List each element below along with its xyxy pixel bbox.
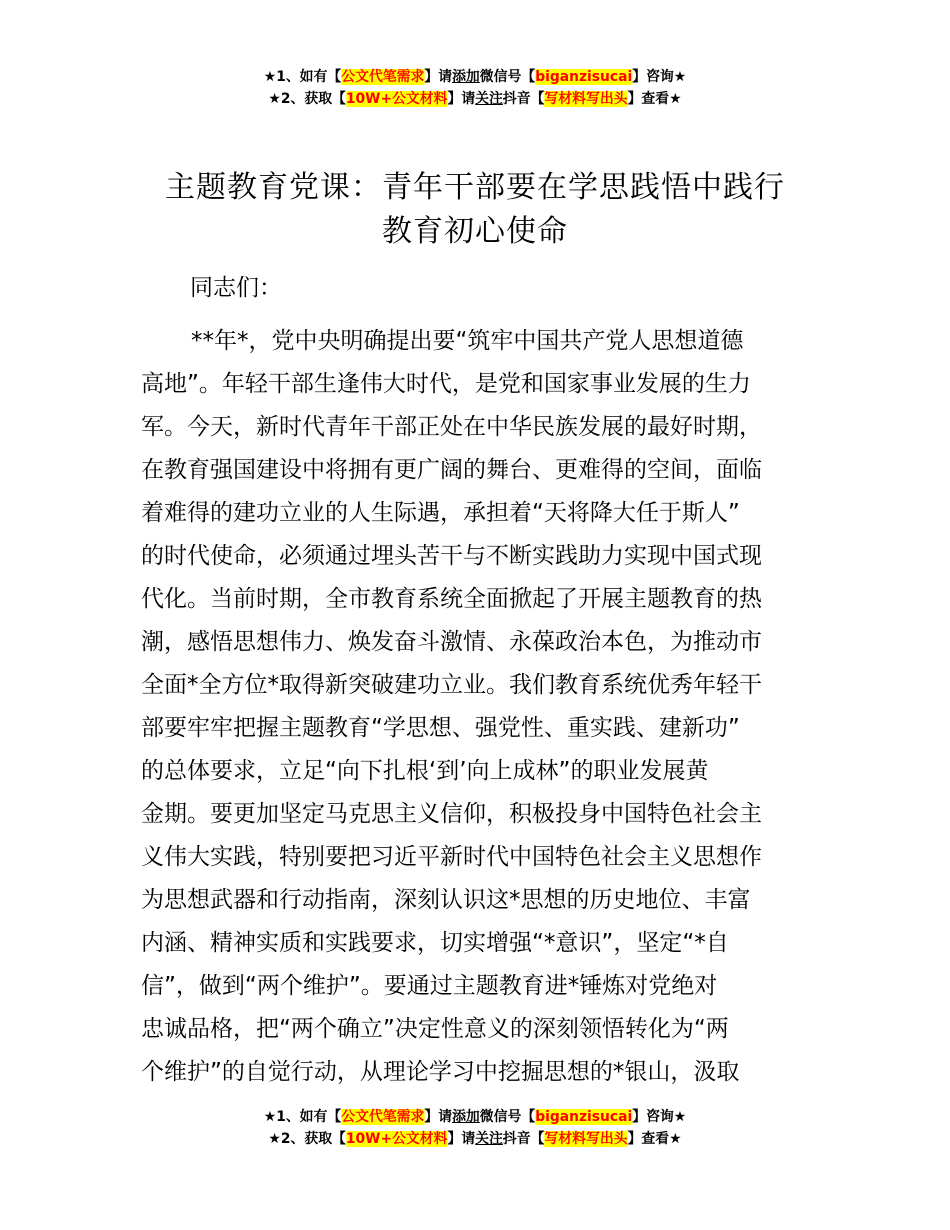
banner-underlined-text: 关注 bbox=[475, 91, 503, 107]
banner-text: ★1、如有【 bbox=[263, 69, 342, 85]
banner-text: 微信号【 bbox=[479, 69, 536, 85]
body-line: 个维护”的自觉行动，从理论学习中挖掘思想的*银山，汲取 bbox=[141, 1059, 740, 1085]
header-banner bbox=[0, 66, 950, 110]
body-line: 内涵、精神实质和实践要求，切实增强“*意识”，坚定“*自 bbox=[141, 930, 729, 956]
body-line: 在教育强国建设中将拥有更广阔的舞台、更难得的空间，面临 bbox=[141, 457, 762, 483]
banner-text: ★1、如有【 bbox=[263, 1109, 342, 1125]
banner-text: 】请 bbox=[447, 91, 476, 107]
banner-line-2 bbox=[5, 1128, 945, 1150]
banner-line-1 bbox=[5, 1106, 945, 1128]
banner-highlight: 写材料写出头 bbox=[544, 1131, 628, 1147]
body-line: 的时代使命，必须通过埋头苦干与不断实践助力实现中国式现 bbox=[141, 543, 762, 569]
banner-text: 】咨询★ bbox=[632, 69, 687, 85]
body-line: 为思想武器和行动指南，深刻认识这*思想的历史地位、丰富 bbox=[141, 887, 751, 913]
body-line: 忠诚品格，把“两个确立”决定性意义的深刻领悟转化为“两 bbox=[141, 1016, 729, 1042]
body-line: 着难得的建功立业的人生际遇，承担着“天将降大任于斯人” bbox=[141, 500, 740, 526]
banner-text: 】请 bbox=[424, 1109, 453, 1125]
body-paragraph bbox=[141, 320, 821, 1094]
document-title bbox=[100, 166, 850, 254]
banner-text: 】查看★ bbox=[627, 91, 682, 107]
body-line: 信”，做到“两个维护”。要通过主题教育进*锤炼对党绝对 bbox=[141, 973, 718, 999]
banner-highlight: 公文代笔需求 bbox=[341, 69, 425, 85]
banner-highlight: 写材料写出头 bbox=[544, 91, 628, 107]
banner-text: 抖音【 bbox=[502, 91, 545, 107]
title-line-1: 主题教育党课：青年干部要在学思践悟中践行 bbox=[165, 170, 785, 205]
banner-text: 】请 bbox=[424, 69, 453, 85]
banner-line-2 bbox=[5, 88, 945, 110]
body-line: 部要牢牢把握主题教育“学思想、强党性、重实践、建新功” bbox=[141, 715, 740, 741]
banner-text: 】咨询★ bbox=[632, 1109, 687, 1125]
banner-highlight: biganzisucai bbox=[535, 1109, 633, 1125]
body-line: 代化。当前时期，全市教育系统全面掀起了开展主题教育的热 bbox=[141, 586, 762, 612]
footer-banner bbox=[0, 1106, 950, 1150]
body-line: **年*，党中央明确提出要“筑牢中国共产党人思想道德 bbox=[191, 328, 744, 354]
title-line-2: 教育初心使命 bbox=[382, 214, 568, 249]
banner-underlined-text: 关注 bbox=[475, 1131, 503, 1147]
body-line: 的总体要求，立足“向下扎根‘到’向上成林”的职业发展黄 bbox=[141, 758, 709, 784]
salutation: 同志们： bbox=[190, 275, 282, 301]
body-line: 全面*全方位*取得新突破建功立业。我们教育系统优秀年轻干 bbox=[141, 672, 762, 698]
banner-text: 】请 bbox=[447, 1131, 476, 1147]
banner-text: ★2、获取【 bbox=[268, 1131, 346, 1147]
body-line: 潮，感悟思想伟力、焕发奋斗激情、永葆政治本色，为推动市 bbox=[141, 629, 762, 655]
body-line: 义伟大实践，特别要把习近平新时代中国特色社会主义思想作 bbox=[141, 844, 762, 870]
body-line: 高地”。年轻干部生逢伟大时代，是党和国家事业发展的生力 bbox=[141, 371, 751, 397]
banner-text: 抖音【 bbox=[502, 1131, 545, 1147]
body-line: 军。今天，新时代青年干部正处在中华民族发展的最好时期， bbox=[141, 414, 762, 440]
banner-highlight: 公文代笔需求 bbox=[341, 1109, 425, 1125]
banner-underlined-text: 添加 bbox=[452, 69, 480, 85]
banner-underlined-text: 添加 bbox=[452, 1109, 480, 1125]
banner-line-1 bbox=[5, 66, 945, 88]
banner-text: ★2、获取【 bbox=[268, 91, 346, 107]
banner-text: 微信号【 bbox=[479, 1109, 536, 1125]
banner-highlight: 10W+公文材料 bbox=[345, 91, 448, 107]
body-line: 金期。要更加坚定马克思主义信仰，积极投身中国特色社会主 bbox=[141, 801, 762, 827]
banner-text: 】查看★ bbox=[627, 1131, 682, 1147]
banner-highlight: biganzisucai bbox=[535, 69, 633, 85]
banner-highlight: 10W+公文材料 bbox=[345, 1131, 448, 1147]
